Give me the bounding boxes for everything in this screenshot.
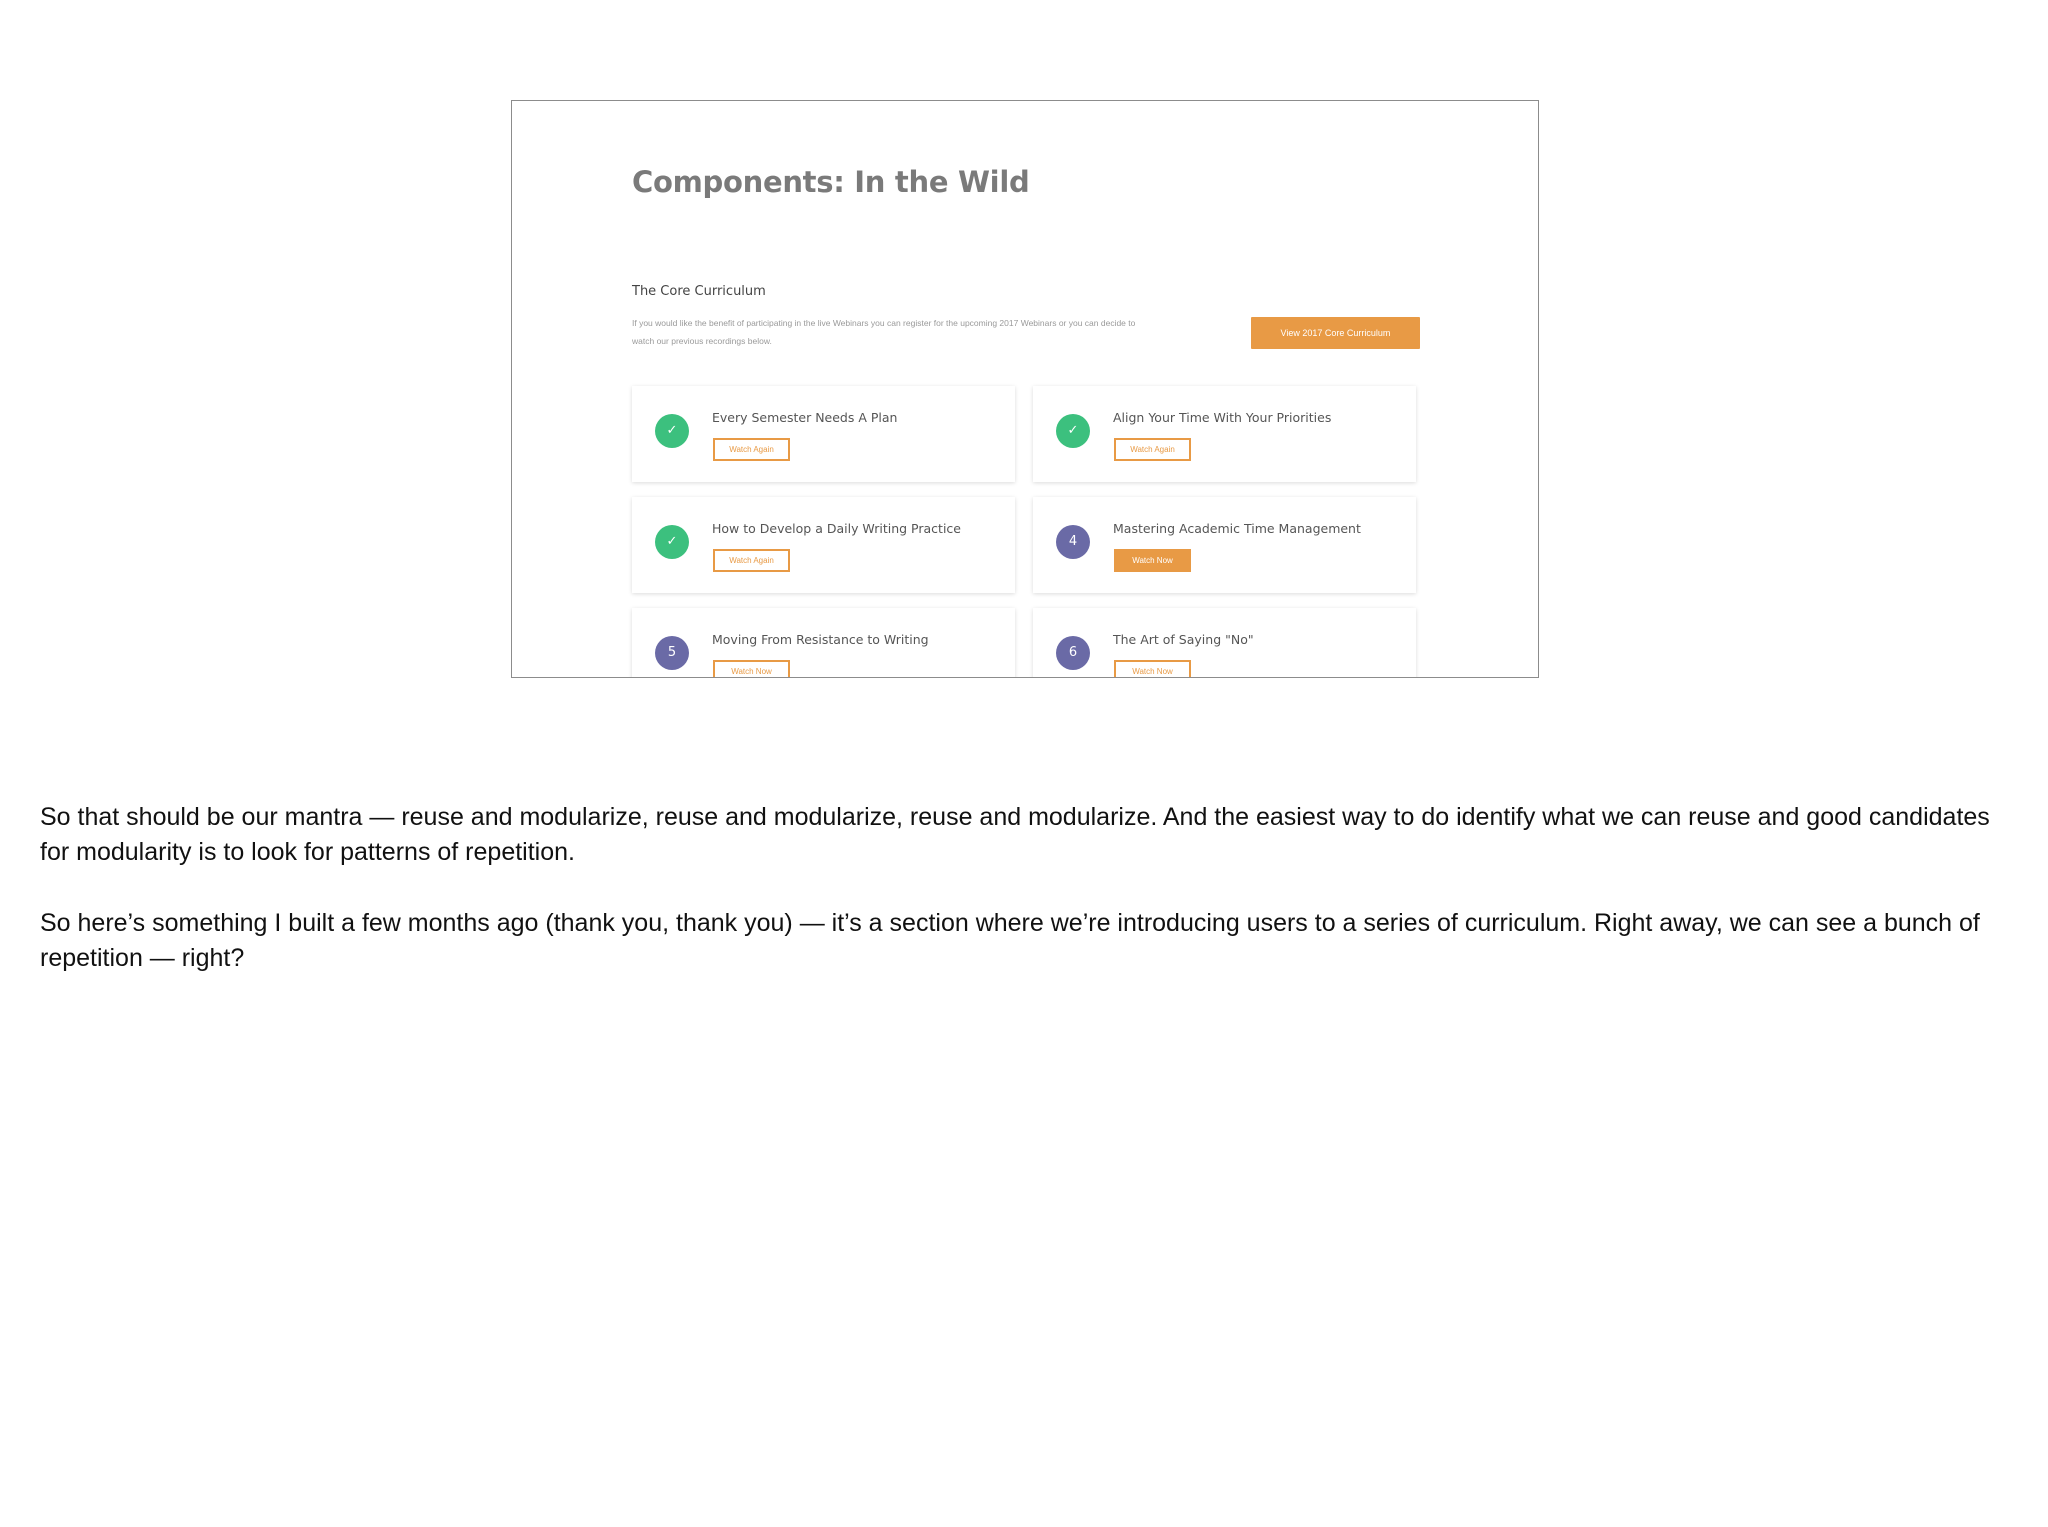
curriculum-card[interactable] xyxy=(632,608,1015,678)
watch-now-button[interactable]: Watch Now xyxy=(713,660,790,678)
number-icon: 4 xyxy=(1056,525,1090,559)
check-icon: ✓ xyxy=(655,414,689,448)
notes-paragraph: So here’s something I built a few months ago (thank you, thank you) — it’s a section where we’re introducing users to a series of curriculum. Right away, we can see a bunch of repetition — right? xyxy=(40,909,1980,972)
watch-now-button[interactable]: Watch Now xyxy=(1114,660,1191,678)
presenter-notes xyxy=(40,800,2000,1012)
slide-title: Components: In the Wild xyxy=(632,165,1030,199)
check-icon: ✓ xyxy=(655,525,689,559)
section-title: The Core Curriculum xyxy=(632,284,766,299)
number-icon: 5 xyxy=(655,636,689,670)
card-title: Moving From Resistance to Writing xyxy=(712,632,929,647)
curriculum-card[interactable] xyxy=(632,497,1015,593)
curriculum-card[interactable] xyxy=(1033,608,1416,678)
watch-again-button[interactable]: Watch Again xyxy=(713,549,790,572)
curriculum-card[interactable] xyxy=(1033,386,1416,482)
card-title: Every Semester Needs A Plan xyxy=(712,410,898,425)
slide-screenshot xyxy=(511,100,1539,678)
card-title: How to Develop a Daily Writing Practice xyxy=(712,521,961,536)
watch-now-button[interactable]: Watch Now xyxy=(1114,549,1191,572)
card-title: Mastering Academic Time Management xyxy=(1113,521,1361,536)
number-icon: 6 xyxy=(1056,636,1090,670)
card-title: The Art of Saying "No" xyxy=(1113,632,1254,647)
watch-again-button[interactable]: Watch Again xyxy=(1114,438,1191,461)
curriculum-card[interactable] xyxy=(1033,497,1416,593)
card-title: Align Your Time With Your Priorities xyxy=(1113,410,1332,425)
section-description: If you would like the benefit of participating in the live Webinars you can register for the upcoming 2017 Webinars or you can decide to watch our previous recordings below. xyxy=(632,318,1136,346)
watch-again-button[interactable]: Watch Again xyxy=(713,438,790,461)
view-curriculum-button[interactable]: View 2017 Core Curriculum xyxy=(1251,317,1420,349)
check-icon: ✓ xyxy=(1056,414,1090,448)
notes-paragraph: So that should be our mantra — reuse and modularize, reuse and modularize, reuse and modularize. And the easiest way to do identify what we can reuse and good candidates for modularity is to look for patterns of repetition. xyxy=(40,803,1990,866)
curriculum-card[interactable] xyxy=(632,386,1015,482)
